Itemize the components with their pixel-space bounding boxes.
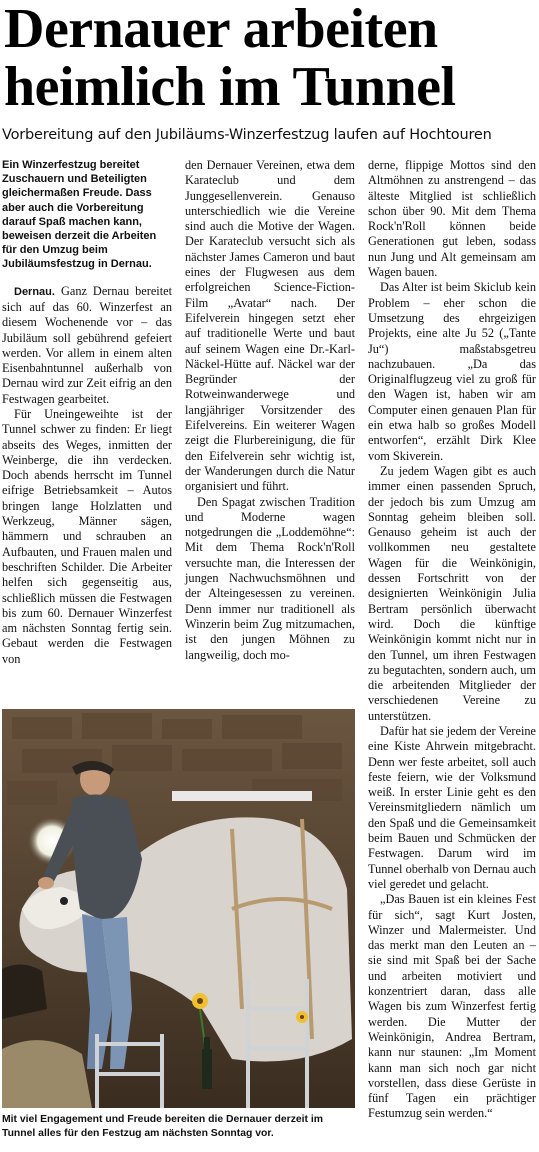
article-column-2 [185, 158, 355, 698]
paragraph-4: Das Alter ist beim Skiclub kein Problem – eher schon die Umsetzung des ehrgeizigen Projekts, eine alte Ju 52 („Tante Ju“) maßstabsgetreu nachzubauen. „Da das Originalflugzeug viel zu groß für den Wagen ist, haben wir am Computer einen genauen Plan für ein etwa halb so großes Modell entworfen“, erzählt Dirk Klee vom Skiverein. [368, 280, 536, 463]
paragraph-5: Zu jedem Wagen gibt es auch immer einen passenden Spruch, der jedoch bis zum Umzug am Sonntag geheim bleiben soll. Genauso geheim ist auch der vollkommen neu gestaltete Wagen für die Weinkönigin, dessen Fortschritt von der designierten Weinkönigin Julia Bertram persönlich überwacht wird. Doch die künftige Weinkönigin kommt nicht nur in den Tunnel, um ihren Festwagen zu begutachten, sondern auch, um die arbeitenden Mitglieder der verschiedenen Vereine zu unterstützen. [368, 463, 536, 723]
lead-paragraph: Ein Winzerfestzug bereitet Zuschauern und Beteiligten gleichermaßen Freude. Dass aber auch die Vorbereitung darauf Spaß machen kann, beweisen derzeit die Arbeiten für den Umzug beim Jubiläumsfestzug in Dernau. [2, 159, 157, 271]
subheadline: Vorbereitung auf den Jubiläums-Winzerfestzug laufen auf Hochtouren [2, 127, 492, 143]
headline-line-1: Dernauer arbeiten [4, 0, 438, 60]
article-column-1 [2, 158, 172, 698]
article-photo [2, 709, 355, 1108]
paragraph-1 [2, 284, 172, 407]
paragraph-3-part-1: Den Spagat zwischen Tradition und Moderne wagen notgedrungen die „Loddemöhne“: Mit dem Thema Rock'n'Roll versuchte man, die Interessen der jungen Nachwuchsmöhnen und der Alteingesessen zu vereinen. Denn immer nur traditionell als Winzerin beim Zug mitzumachen, ist den jungen Möhnen zu langweilig, doch mo- [185, 494, 355, 662]
paragraph-6: Dafür hat sie jedem der Vereine eine Kiste Ahrwein mitgebracht. Denn wer feste arbeitet, soll auch feste feiern, wie der Volksmund weiß. In erster Linie geht es den Vereinsmitgliedern nämlich um den Spaß und die Gemeinsamkeit beim Bauen und Schmücken der Festwagen. Darum wird im Tunnel oberhalb von Dernau auch viel geredet und gelacht. [368, 723, 536, 891]
headline-line-2: heimlich im Tunnel [4, 56, 456, 118]
paragraph-3-part-2: derne, flippige Mottos sind den Altmöhnen zu anstrengend – das älteste Mitglied ist schließlich schon über 90. Mit dem Thema Rock'n'Roll können beide Generationen gut leben, sodass nun Jung und Alt gemeinsam am Wagen bauen. [368, 158, 536, 280]
photo-illustration [2, 709, 355, 1108]
dateline: Dernau. [14, 285, 55, 298]
article-column-3 [368, 158, 536, 1148]
paragraph-7: „Das Bauen ist ein kleines Fest für sich“, sagt Kurt Josten, Winzer und Malermeister. Und das merkt man den Leuten an – sie sind mit Spaß bei der Sache und arbeiten motiviert und konzentriert daran, dass alle Wagen bis zum Winzerfest fertig werden. Die Mutter der Weinkönigin, Andrea Bertram, kann nur staunen: „Im Moment kann man sich noch gar nicht vorstellen, dass diese Gerüste in fünf Tagen ein prächtiger Festumzug sein werden.“ [368, 892, 536, 1121]
photo-caption: Mit viel Engagement und Freude bereiten die Dernauer derzeit im Tunnel alles für den Festzug am nächsten Sonntag vor. [2, 1114, 324, 1139]
paragraph-2-part-1: Für Uneingeweihte ist der Tunnel schwer zu finden: Er liegt abseits des Weges, inmitten der Weinberge, die ihn verdecken. Doch abends herrscht im Tunnel eifrige Betriebsamkeit – Autos bringen lange Holzlatten und Werkzeug, Männer sägen, hämmern und schrauben an Aufbauten, und Frauen malen und beschriften Schilder. Die Arbeiter helfen sich gegenseitig aus, schließlich müssen die Festwagen bis zum 60. Dernauer Winzerfest am nächsten Sonntag fertig sein. Gebaut werden die Festwagen von [2, 407, 172, 666]
paragraph-1-text: Ganz Dernau bereitet sich auf das 60. Winzerfest an diesem Wochenende vor – das Jubiläum soll gebührend gefeiert werden. Vor allem in einem alten Eisenbahntunnel außerhalb von Dernau wird zur Zeit eifrig an den Festwagen gearbeitet. [2, 283, 172, 406]
paragraph-2-part-2: den Dernauer Vereinen, etwa dem Karateclub und dem Junggesellenverein. Genauso unterschiedlich wie die Vereine sind auch die Motive der Wagen. Der Karateclub versucht sich als nächster James Cameron und baut eines der Flugwesen aus dem erfolgreichen Science-Fiction-Film „Avatar“ nach. Der Eifelverein hingegen setzt eher auf traditionelle Werte und baut auf seinem Wagen eine Dr.-Karl-Näckel-Hütte auf. Näckel war der Begründer der Rotweinwanderwege und langjähriger Vorsitzender des Eifelvereins. Ein weiterer Wagen zeigt die Flurbereinigung, die für den Eifelverein sehr wichtig ist, der Wanderungen durch die Natur organisiert und führt. [185, 158, 355, 494]
headline [4, 0, 534, 116]
